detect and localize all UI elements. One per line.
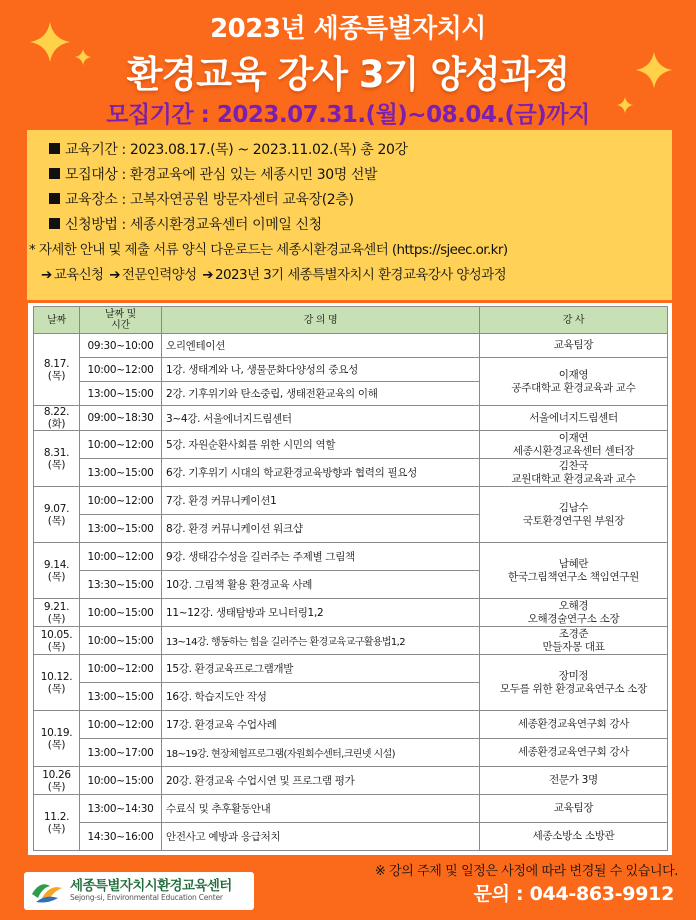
lecturer-cell: 조경준 만들자몽 대표 bbox=[480, 627, 668, 655]
header-lecturer: 강 사 bbox=[480, 307, 668, 334]
lecture-cell: 17강. 환경교육 수업사례 bbox=[162, 711, 480, 739]
lecture-cell: 13~14강. 행동하는 힘을 길러주는 환경교육교구활용법1,2 bbox=[162, 627, 480, 655]
time-cell: 13:00~17:00 bbox=[80, 739, 162, 767]
time-cell: 09:00~18:30 bbox=[80, 406, 162, 431]
lecturer-cell: 이재연 세종시환경교육센터 센터장 bbox=[480, 431, 668, 459]
time-cell: 10:00~12:00 bbox=[80, 543, 162, 571]
lecturer-cell: 서울에너지드림센터 bbox=[480, 406, 668, 431]
lecture-cell: 오리엔테이션 bbox=[162, 334, 480, 358]
time-cell: 13:00~15:00 bbox=[80, 515, 162, 543]
lecturer-cell: 이재영 공주대학교 환경교육과 교수 bbox=[480, 358, 668, 406]
table-row bbox=[34, 739, 668, 767]
lecture-cell: 수료식 및 추후활동안내 bbox=[162, 795, 480, 823]
header-date: 날짜 bbox=[34, 307, 80, 334]
lecture-cell: 2강. 기후위기와 탄소중립, 생태전환교육의 이해 bbox=[162, 382, 480, 406]
info-item: 교육기간 : 2023.08.17.(목) ~ 2023.11.02.(목) 총 20강 bbox=[27, 138, 672, 163]
poster-subtitle: 2023년 세종특별자치시 bbox=[210, 14, 486, 44]
process-flow: ➔ 교육신청 ➔ 전문인력양성 ➔ 2023년 3기 세종특별자치시 환경교육강사 양성과정 bbox=[27, 263, 672, 288]
table-row bbox=[34, 655, 668, 683]
time-cell: 13:00~15:00 bbox=[80, 459, 162, 487]
center-logo-icon bbox=[30, 876, 64, 906]
lecturer-cell: 교육팀장 bbox=[480, 795, 668, 823]
table-header-row bbox=[34, 307, 668, 334]
lecturer-cell: 남혜란 한국그림책연구소 책임연구원 bbox=[480, 543, 668, 599]
date-cell: 9.21. (목) bbox=[34, 599, 80, 627]
table-row bbox=[34, 334, 668, 358]
lecturer-cell: 전문가 3명 bbox=[480, 767, 668, 795]
arrow-right-icon: ➔ bbox=[202, 267, 213, 283]
time-cell: 10:00~15:00 bbox=[80, 599, 162, 627]
lecturer-cell: 세종환경교육연구회 강사 bbox=[480, 739, 668, 767]
time-cell: 13:30~15:00 bbox=[80, 571, 162, 599]
square-bullet-icon bbox=[49, 193, 60, 204]
arrow-right-icon: ➔ bbox=[109, 267, 120, 283]
square-bullet-icon bbox=[49, 143, 60, 154]
lecture-cell: 20강. 환경교육 수업시연 및 프로그램 평가 bbox=[162, 767, 480, 795]
schedule-change-note: ※ 강의 주제 및 일정은 사정에 따라 변경될 수 있습니다. bbox=[374, 864, 678, 879]
center-name-en: Sejong-si, Environmental Education Center bbox=[70, 893, 223, 902]
time-cell: 10:00~12:00 bbox=[80, 358, 162, 382]
lecturer-cell: 세종소방소 소방관 bbox=[480, 823, 668, 851]
table-row bbox=[34, 487, 668, 515]
time-cell: 10:00~15:00 bbox=[80, 627, 162, 655]
lecture-cell: 안전사고 예방과 응급처치 bbox=[162, 823, 480, 851]
lecture-cell: 9강. 생태감수성을 길러주는 주제별 그림책 bbox=[162, 543, 480, 571]
time-cell: 10:00~12:00 bbox=[80, 431, 162, 459]
time-cell: 10:00~12:00 bbox=[80, 487, 162, 515]
date-cell: 10.05. (목) bbox=[34, 627, 80, 655]
table-row bbox=[34, 406, 668, 431]
square-bullet-icon bbox=[49, 218, 60, 229]
arrow-right-icon: ➔ bbox=[41, 267, 52, 283]
time-cell: 13:00~15:00 bbox=[80, 683, 162, 711]
lecture-cell: 10강. 그림책 활용 환경교육 사례 bbox=[162, 571, 480, 599]
table-row bbox=[34, 543, 668, 571]
date-cell: 11.2. (목) bbox=[34, 795, 80, 851]
schedule-table-container bbox=[28, 303, 672, 855]
lecturer-cell: 오해경 오해경술연구소 소장 bbox=[480, 599, 668, 627]
lecture-cell: 3~4강. 서울에너지드림센터 bbox=[162, 406, 480, 431]
date-cell: 8.31. (목) bbox=[34, 431, 80, 487]
table-row bbox=[34, 627, 668, 655]
lecturer-cell: 장미정 모두를 위한 환경교육연구소 소장 bbox=[480, 655, 668, 711]
info-box bbox=[27, 130, 672, 300]
date-cell: 9.14. (목) bbox=[34, 543, 80, 599]
lecture-cell: 16강. 학습지도안 작성 bbox=[162, 683, 480, 711]
table-row bbox=[34, 795, 668, 823]
center-logo bbox=[24, 872, 254, 910]
recruitment-period: 모집기간 : 2023.07.31.(월)~08.04.(금)까지 bbox=[106, 102, 590, 128]
header-time: 날짜 및 시간 bbox=[80, 307, 162, 334]
date-cell: 9.07. (목) bbox=[34, 487, 80, 543]
date-cell: 8.17. (목) bbox=[34, 334, 80, 406]
lecturer-cell: 김찬국 교원대학교 환경교육과 교수 bbox=[480, 459, 668, 487]
lecturer-cell: 김남수 국토환경연구원 부원장 bbox=[480, 487, 668, 543]
lecture-cell: 18~19강. 현장체험프로그램(자원회수센터,크린넷 시설) bbox=[162, 739, 480, 767]
lecture-cell: 6강. 기후위기 시대의 학교환경교육방향과 협력의 필요성 bbox=[162, 459, 480, 487]
lecture-cell: 11~12강. 생태탐방과 모니터링1,2 bbox=[162, 599, 480, 627]
time-cell: 10:00~15:00 bbox=[80, 767, 162, 795]
time-cell: 14:30~16:00 bbox=[80, 823, 162, 851]
lecture-cell: 8강. 환경 커뮤니케이션 워크샵 bbox=[162, 515, 480, 543]
table-row bbox=[34, 431, 668, 459]
date-cell: 8.22. (화) bbox=[34, 406, 80, 431]
lecture-cell: 7강. 환경 커뮤니케이션1 bbox=[162, 487, 480, 515]
date-cell: 10.12. (목) bbox=[34, 655, 80, 711]
table-row bbox=[34, 459, 668, 487]
center-name: 세종특별자치시환경교육센터 bbox=[70, 878, 232, 894]
lecturer-cell: 교육팀장 bbox=[480, 334, 668, 358]
date-cell: 10.19. (목) bbox=[34, 711, 80, 767]
table-row bbox=[34, 358, 668, 382]
lecture-cell: 1강. 생태계와 나, 생물문화다양성의 중요성 bbox=[162, 358, 480, 382]
time-cell: 09:30~10:00 bbox=[80, 334, 162, 358]
poster-title: 환경교육 강사 3기 양성과정 bbox=[126, 53, 570, 96]
table-row bbox=[34, 767, 668, 795]
lecturer-cell: 세종환경교육연구회 강사 bbox=[480, 711, 668, 739]
info-item: 모집대상 : 환경교육에 관심 있는 세종시민 30명 선발 bbox=[27, 163, 672, 188]
time-cell: 10:00~12:00 bbox=[80, 711, 162, 739]
table-row bbox=[34, 711, 668, 739]
table-row bbox=[34, 823, 668, 851]
lecture-cell: 5강. 자원순환사회를 위한 시민의 역할 bbox=[162, 431, 480, 459]
info-note: * 자세한 안내 및 제출 서류 양식 다운로드는 세종시환경교육센터 (https://sjeec.or.kr) bbox=[29, 242, 508, 258]
contact-phone: 문의 : 044-863-9912 bbox=[473, 883, 674, 905]
time-cell: 13:00~14:30 bbox=[80, 795, 162, 823]
info-item: 신청방법 : 세종시환경교육센터 이메일 신청 bbox=[27, 213, 672, 238]
info-item: 교육장소 : 고복자연공원 방문자센터 교육장(2층) bbox=[27, 188, 672, 213]
square-bullet-icon bbox=[49, 168, 60, 179]
time-cell: 10:00~12:00 bbox=[80, 655, 162, 683]
schedule-table bbox=[33, 306, 668, 851]
header-lecture: 강 의 명 bbox=[162, 307, 480, 334]
table-row bbox=[34, 599, 668, 627]
time-cell: 13:00~15:00 bbox=[80, 382, 162, 406]
date-cell: 10.26 (목) bbox=[34, 767, 80, 795]
lecture-cell: 15강. 환경교육프로그램개발 bbox=[162, 655, 480, 683]
